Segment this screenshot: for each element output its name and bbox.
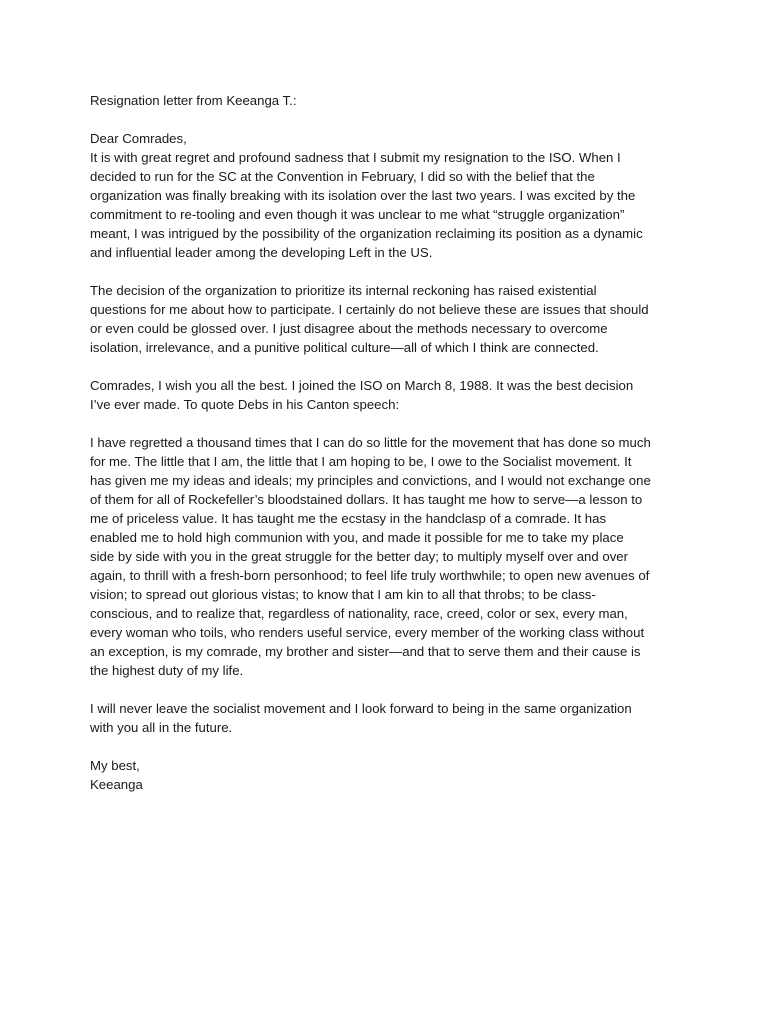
text-line: I have regretted a thousand times that I can do so little for the movement that has done so much: [90, 435, 651, 450]
signature: Keeanga: [90, 777, 143, 792]
text-line: the highest duty of my life.: [90, 663, 244, 678]
text-line: questions for me about how to participate. I certainly do not believe these are issues that should: [90, 302, 649, 317]
text-line: enabled me to hold high communion with you, and made it possible for me to take my place: [90, 530, 624, 545]
text-line: for me. The little that I am, the little that I am hoping to be, I owe to the Socialist movement. It: [90, 454, 632, 469]
spacer: [90, 357, 690, 376]
text-line: organization was finally breaking with its isolation over the last two years. I was excited by the: [90, 188, 636, 203]
text-line: conscious, and to realize that, regardless of nationality, race, creed, color or sex, every man,: [90, 606, 628, 621]
text-line: with you all in the future.: [90, 720, 233, 735]
spacer: [90, 262, 690, 281]
text-line: again, to thrill with a fresh-born personhood; to feel life truly worthwhile; to open new avenues of: [90, 568, 650, 583]
paragraph-2: [90, 281, 690, 357]
text-line: has given me my ideas and ideals; my principles and convictions, and I would not exchange one: [90, 473, 651, 488]
text-line: every woman who toils, who renders useful service, every member of the working class without: [90, 625, 645, 640]
letter-page: [90, 91, 690, 794]
text-line: decided to run for the SC at the Convention in February, I did so with the belief that the: [90, 169, 595, 184]
text-line: or even could be glossed over. I just disagree about the methods necessary to overcome: [90, 321, 608, 336]
paragraph-5: [90, 699, 690, 737]
text-line: meant, I was intrigued by the possibility of the organization reclaiming its position as a dynamic: [90, 226, 643, 241]
text-line: vision; to spread out glorious vistas; to know that I am kin to all that throbs; to be class-: [90, 587, 596, 602]
text-line: me of priceless value. It has taught me the ecstasy in the handclasp of a comrade. It has: [90, 511, 607, 526]
text-line: commitment to re-tooling and even though it was unclear to me what “struggle organization”: [90, 207, 625, 222]
closing: My best,: [90, 758, 140, 773]
spacer: [90, 110, 690, 129]
text-line: an exception, is my comrade, my brother and sister—and that to serve them and their cause is: [90, 644, 641, 659]
text-line: I’ve ever made. To quote Debs in his Canton speech:: [90, 397, 400, 412]
text-line: The decision of the organization to prioritize its internal reckoning has raised existential: [90, 283, 597, 298]
text-line: side by side with you in the great struggle for the better day; to multiply myself over and over: [90, 549, 629, 564]
text-line: I will never leave the socialist movement and I look forward to being in the same organization: [90, 701, 632, 716]
spacer: [90, 680, 690, 699]
text-line: Comrades, I wish you all the best. I joined the ISO on March 8, 1988. It was the best decision: [90, 378, 634, 393]
paragraph-1: [90, 148, 690, 262]
text-line: and influential leader among the developing Left in the US.: [90, 245, 433, 260]
text-line: of them for all of Rockefeller’s bloodstained dollars. It has taught me how to serve—a lesson to: [90, 492, 643, 507]
text-line: isolation, irrelevance, and a punitive political culture—all of which I think are connected.: [90, 340, 599, 355]
letter-heading: Resignation letter from Keeanga T.:: [90, 93, 297, 108]
salutation: Dear Comrades,: [90, 131, 187, 146]
text-line: It is with great regret and profound sadness that I submit my resignation to the ISO. When I: [90, 150, 621, 165]
spacer: [90, 414, 690, 433]
spacer: [90, 737, 690, 756]
paragraph-3: [90, 376, 690, 414]
paragraph-4-quote: [90, 433, 690, 680]
